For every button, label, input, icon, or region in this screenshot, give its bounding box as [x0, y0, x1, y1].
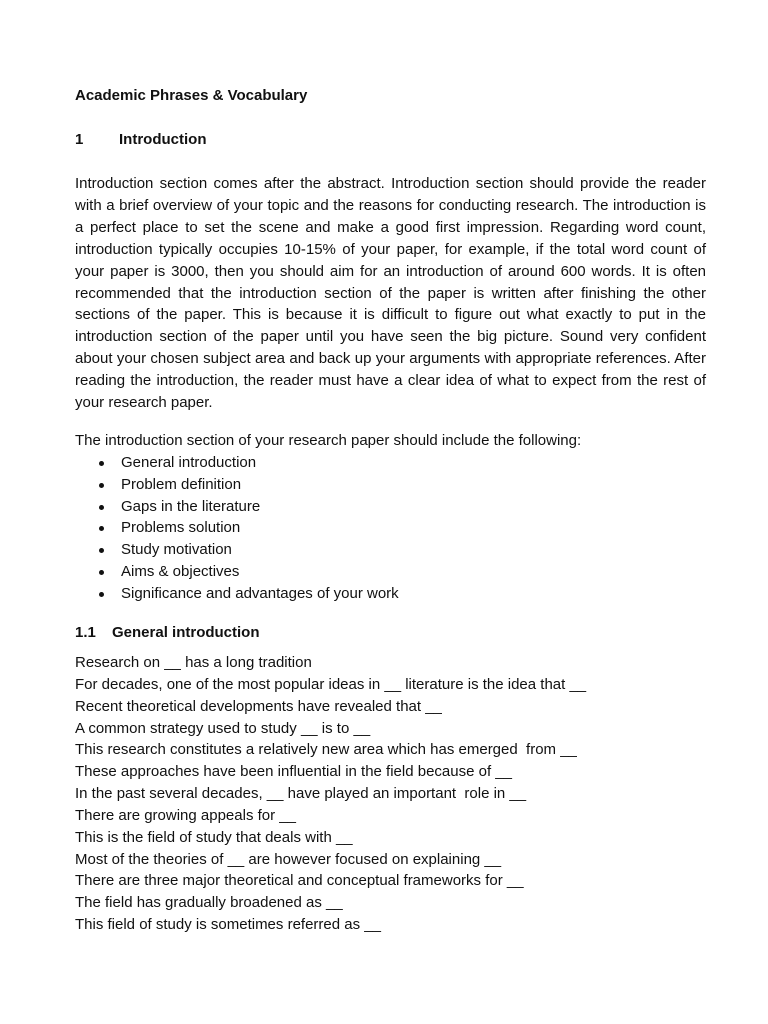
section-title: Introduction [119, 131, 207, 148]
list-item-label: Significance and advantages of your work [121, 584, 399, 602]
phrase-line: This research constitutes a relatively new area which has emerged from __ [75, 741, 577, 759]
phrase-list [75, 652, 586, 936]
document-title: Academic Phrases & Vocabulary [75, 87, 308, 104]
phrase-line: A common strategy used to study __ is to __ [75, 719, 371, 737]
list-item-label: Gaps in the literature [121, 497, 261, 515]
bullet-icon [99, 483, 104, 488]
phrase-line: In the past several decades, __ have played an important role in __ [75, 785, 527, 803]
bullet-icon [99, 505, 104, 510]
section-heading [75, 130, 206, 150]
subsection-number: 1.1 [75, 624, 96, 641]
list-item [75, 539, 399, 561]
list-item-label: Aims & objectives [121, 562, 240, 580]
bullet-icon [99, 592, 104, 597]
section-number: 1 [75, 131, 84, 148]
bullet-icon [99, 548, 104, 553]
phrase-line: Recent theoretical developments have revealed that __ [75, 697, 442, 715]
list-lead-text: The introduction section of your research paper should include the following: [75, 432, 582, 449]
phrase-line: For decades, one of the most popular ideas in __ literature is the idea that __ [75, 675, 587, 693]
list-item [75, 496, 399, 518]
list-item-label: Problem definition [121, 475, 242, 493]
list-item-label: Study motivation [121, 541, 232, 559]
list-item [75, 474, 399, 496]
list-item-label: General introduction [121, 454, 257, 471]
list-item-label: Problems solution [121, 519, 241, 537]
list-item [75, 583, 399, 605]
phrase-line: Most of the theories of __ are however focused on explaining __ [75, 850, 502, 868]
list-item [75, 561, 399, 583]
phrase-line: There are growing appeals for __ [75, 806, 296, 824]
bullet-icon [99, 570, 104, 575]
phrase-line: This field of study is sometimes referred as __ [75, 916, 381, 934]
phrase-line: Research on __ has a long tradition [75, 654, 312, 671]
intro-paragraph: Introduction section comes after the abstract. Introduction section should provide the reader with a brief overview of your topic and the reasons for conducting research. The introduction is a perfect place to set the scene and make a good first impression. Regarding word count, introduction typically occupies 10-15% of your paper, for example, if the total word count of your paper is 3000, then you should aim for an introduction of around 600 words. It is often recommended that the introduction section of the paper is written after finishing the other sections of the paper. This is because it is difficult to figure out what exactly to put in the introduction section of the paper until you have seen the big picture. Sound very confident about your chosen subject area and back up your arguments with appropriate references. After reading the introduction, the reader must have a clear idea of what to expect from the rest of your research paper. [75, 175, 706, 412]
phrase-line: This is the field of study that deals with __ [75, 828, 353, 846]
bullet-list [75, 452, 399, 605]
subsection-title: General introduction [112, 624, 260, 641]
bullet-icon [99, 526, 104, 531]
bullet-icon [99, 461, 104, 466]
list-item [75, 517, 399, 539]
subsection-heading [75, 623, 260, 643]
phrase-line: The field has gradually broadened as __ [75, 894, 343, 912]
phrase-line: There are three major theoretical and conceptual frameworks for __ [75, 872, 524, 890]
phrase-line: These approaches have been influential in the field because of __ [75, 763, 512, 781]
list-item [75, 452, 399, 474]
